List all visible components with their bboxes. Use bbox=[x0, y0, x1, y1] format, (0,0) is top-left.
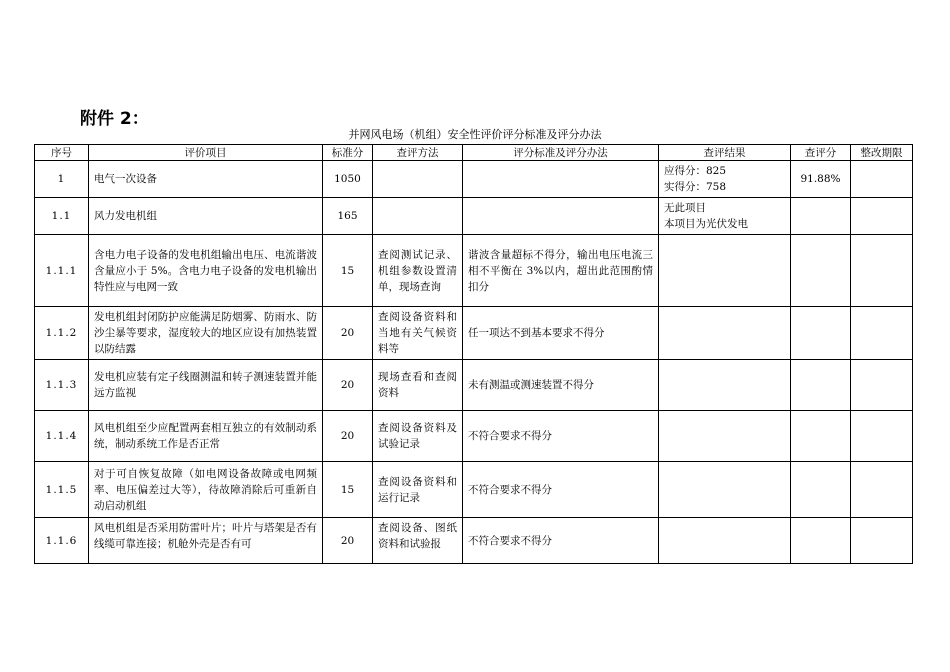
header-criteria: 评分标准及评分办法 bbox=[463, 145, 659, 161]
row-result-line: 实得分：758 bbox=[664, 181, 727, 193]
row-seq: 1.1.4 bbox=[35, 411, 89, 462]
row-method: 查阅设备资料和运行记录 bbox=[373, 462, 463, 518]
row-item: 风力发电机组 bbox=[89, 198, 323, 235]
table-row bbox=[35, 411, 913, 462]
row-deadline bbox=[851, 462, 913, 518]
row-criteria: 谐波含量超标不得分，输出电压电流三相不平衡在 3%以内，超出此范围酌情扣分 bbox=[463, 235, 659, 307]
row-method: 查阅设备资料和当地有关气候资料等 bbox=[373, 307, 463, 360]
row-check-score bbox=[791, 307, 851, 360]
row-method: 查阅设备资料及试验记录 bbox=[373, 411, 463, 462]
row-result bbox=[659, 411, 791, 462]
table-header-row bbox=[35, 145, 913, 161]
header-item: 评价项目 bbox=[89, 145, 323, 161]
row-deadline bbox=[851, 411, 913, 462]
row-score: 165 bbox=[323, 198, 373, 235]
table-row bbox=[35, 235, 913, 307]
header-check-score: 查评分 bbox=[791, 145, 851, 161]
row-check-score bbox=[791, 198, 851, 235]
row-seq: 1.1.6 bbox=[35, 518, 89, 564]
row-result bbox=[659, 161, 791, 198]
row-method: 现场查看和查阅资料 bbox=[373, 360, 463, 411]
row-check-score bbox=[791, 462, 851, 518]
table-row bbox=[35, 307, 913, 360]
row-item: 电气一次设备 bbox=[89, 161, 323, 198]
row-score: 20 bbox=[323, 307, 373, 360]
row-criteria: 不符合要求不得分 bbox=[463, 518, 659, 564]
row-check-score bbox=[791, 235, 851, 307]
row-criteria: 不符合要求不得分 bbox=[463, 462, 659, 518]
row-seq: 1.1.1 bbox=[35, 235, 89, 307]
row-seq: 1.1 bbox=[35, 198, 89, 235]
row-method bbox=[373, 198, 463, 235]
row-result-line: 应得分：825 bbox=[664, 165, 727, 177]
row-result bbox=[659, 235, 791, 307]
header-deadline: 整改期限 bbox=[851, 145, 913, 161]
row-item: 含电力电子设备的发电机组输出电压、电流谐波含量应小于 5%。含电力电子设备的发电机输出特性应与电网一致 bbox=[89, 235, 323, 307]
row-result bbox=[659, 307, 791, 360]
table-row bbox=[35, 161, 913, 198]
row-criteria: 不符合要求不得分 bbox=[463, 411, 659, 462]
row-deadline bbox=[851, 307, 913, 360]
row-result bbox=[659, 360, 791, 411]
row-item: 发电机组封闭防护应能满足防烟雾、防雨水、防沙尘暴等要求，湿度较大的地区应设有加热装置以防结露 bbox=[89, 307, 323, 360]
row-deadline bbox=[851, 198, 913, 235]
row-score: 15 bbox=[323, 235, 373, 307]
header-score: 标准分 bbox=[323, 145, 373, 161]
table-row bbox=[35, 462, 913, 518]
table-caption: 并网风电场（机组）安全性评价评分标准及评分办法 bbox=[348, 128, 602, 141]
row-item: 对于可自恢复故障（如电网设备故障或电网频率、电压偏差过大等），待故障消除后可重新自动启动机组 bbox=[89, 462, 323, 518]
row-score: 20 bbox=[323, 360, 373, 411]
row-method: 查阅测试记录、机组参数设置清单，现场查询 bbox=[373, 235, 463, 307]
table-row bbox=[35, 518, 913, 564]
row-criteria bbox=[463, 161, 659, 198]
row-deadline bbox=[851, 161, 913, 198]
row-deadline bbox=[851, 518, 913, 564]
row-criteria bbox=[463, 198, 659, 235]
row-criteria: 任一项达不到基本要求不得分 bbox=[463, 307, 659, 360]
row-result-line: 无此项目 bbox=[664, 202, 706, 214]
row-seq: 1.1.3 bbox=[35, 360, 89, 411]
row-result bbox=[659, 518, 791, 564]
row-method: 查阅设备、图纸资料和试验报 bbox=[373, 518, 463, 564]
row-item: 风电机组至少应配置两套相互独立的有效制动系统，制动系统工作是否正常 bbox=[89, 411, 323, 462]
row-criteria: 未有测温或测速装置不得分 bbox=[463, 360, 659, 411]
header-method: 查评方法 bbox=[373, 145, 463, 161]
attachment-title: 附件 2： bbox=[80, 109, 149, 129]
row-check-score bbox=[791, 411, 851, 462]
row-score: 1050 bbox=[323, 161, 373, 198]
row-seq: 1.1.2 bbox=[35, 307, 89, 360]
row-check-score bbox=[791, 360, 851, 411]
row-deadline bbox=[851, 360, 913, 411]
table-row bbox=[35, 360, 913, 411]
row-result-line: 本项目为光伏发电 bbox=[664, 218, 748, 230]
header-result: 查评结果 bbox=[659, 145, 791, 161]
row-method bbox=[373, 161, 463, 198]
row-seq: 1.1.5 bbox=[35, 462, 89, 518]
row-item: 风电机组是否采用防雷叶片；叶片与塔架是否有线缆可靠连接；机舱外壳是否有可 bbox=[89, 518, 323, 564]
evaluation-table bbox=[34, 144, 913, 564]
row-seq: 1 bbox=[35, 161, 89, 198]
row-score: 20 bbox=[323, 518, 373, 564]
table-row bbox=[35, 198, 913, 235]
row-score: 15 bbox=[323, 462, 373, 518]
row-score: 20 bbox=[323, 411, 373, 462]
row-result bbox=[659, 198, 791, 235]
row-result bbox=[659, 462, 791, 518]
row-deadline bbox=[851, 235, 913, 307]
row-check-score bbox=[791, 518, 851, 564]
row-check-score: 91.88% bbox=[791, 161, 851, 198]
header-seq: 序号 bbox=[35, 145, 89, 161]
row-item: 发电机应装有定子线圈测温和转子测速装置并能远方监视 bbox=[89, 360, 323, 411]
